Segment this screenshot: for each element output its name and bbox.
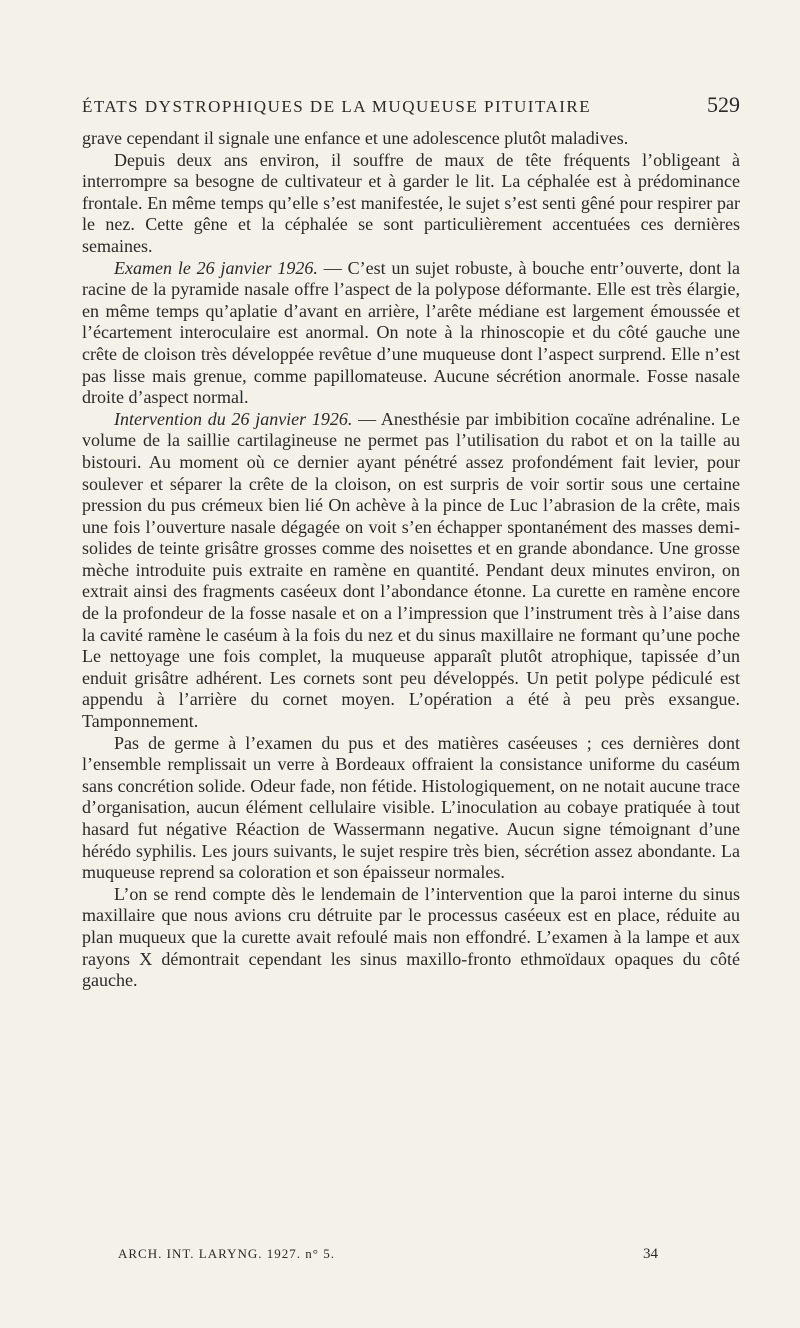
journal-reference: ARCH. INT. LARYNG. 1927. n° 5.: [118, 1246, 335, 1261]
page-footer: [118, 1246, 658, 1263]
examination-heading: Examen le 26 janvier 1926.: [114, 257, 318, 278]
examination-text: — C’est un sujet robuste, à bouche entr’ouverte, dont la racine de la pyramide nasale offre l’aspect de la polypose déformante. Elle est très élargie, en même temps qu’aplatie d’avant en arrière, l’arête médiane est largement émoussée et l’écartement interoculaire est anormal. On note à la rhinoscopie et du côté gauche une crête de cloison très développée revêtue d’une muqueuse dont l’aspect surprend. Elle n’est pas lisse mais grenue, comme papillomateuse. Aucune sécrétion anormale. Fosse nasale droite d’aspect normal.: [82, 257, 740, 408]
running-head: [82, 92, 740, 122]
running-title: ÉTATS DYSTROPHIQUES DE LA MUQUEUSE PITUITAIRE: [82, 97, 592, 116]
paragraph-examination: [82, 258, 740, 409]
paragraph-history: Depuis deux ans environ, il souffre de maux de tête fréquents l’obligeant à interrompre sa besogne de cultivateur et à garder le lit. La céphalée est à prédominance frontale. En même temps qu’elle s’est manifestée, le sujet s’est senti gêné pour respirer par le nez. Cette gêne et la céphalée se sont particulièrement accentuées ces dernières semaines.: [82, 149, 740, 256]
intervention-text: — Anesthésie par imbibition cocaïne adrénaline. Le volume de la saillie cartilagineuse ne permet pas l’utilisation du rabot et on la taille au bistouri. Au moment où ce dernier ayant pénétré assez profondément fait levier, pour soulever et séparer la crête de la cloison, on est surpris de voir sortir sous une certaine pression du pus crémeux bien lié On achève à la pince de Luc l’abrasion de la crête, mais une fois l’ouverture nasale dégagée on voit s’en échapper spontanément des masses demi-solides de teinte grisâtre grosses comme des noisettes et en grande abondance. Une grosse mèche introduite puis extraite en ramène en quantité. Pendant deux minutes environ, on extrait ainsi des fragments caséeux dont l’abondance étonne. La curette en ramène encore de la profondeur de la fosse nasale et on a l’impression que l’instrument très à l’aise dans la cavité ramène le caséum à la fois du nez et du sinus maxillaire ne formant qu’une poche Le nettoyage une fois complet, la muqueuse apparaît plutôt atrophique, tapissée d’un enduit grisâtre adhérent. Les cornets sont peu développés. Un petit polype pédiculé est appendu à l’arrière du cornet moyen. L’opération a été à peu près exsangue. Tamponnement.: [82, 408, 740, 732]
intervention-heading: Intervention du 26 janvier 1926.: [114, 408, 353, 429]
paragraph-intervention: [82, 409, 740, 733]
signature-mark: 34: [643, 1246, 658, 1262]
page-number: 529: [707, 92, 740, 117]
paragraph-continuation: grave cependant il signale une enfance et une adolescence plutôt maladives.: [82, 128, 629, 148]
paragraph-followup: L’on se rend compte dès le lendemain de l’intervention que la paroi interne du sinus maxillaire que nous avions cru détruite par le processus caséeux est en place, réduite au plan muqueux que la curette avait refoulé mais non effondré. L’examen à la lampe et aux rayons X démontrait cependant les sinus maxillo-fronto ethmoïdaux opaques du côté gauche.: [82, 883, 740, 991]
body-text: [82, 128, 740, 992]
paragraph-lab-findings: Pas de germe à l’examen du pus et des matières caséeuses ; ces dernières dont l’ensemble remplissait un verre à Bordeaux offraient la consistance uniforme du caséum sans concrétion solide. Odeur fade, non fétide. Histologiquement, on ne notait aucune trace d’organisation, aucun élément cellulaire visible. L’inoculation au cobaye pratiquée à tout hasard fut négative Réaction de Wassermann negative. Aucun signe témoignant d’une hérédo syphilis. Les jours suivants, le sujet respire très bien, sécrétion assez abondante. La muqueuse reprend sa coloration et son épaisseur normales.: [82, 732, 740, 883]
